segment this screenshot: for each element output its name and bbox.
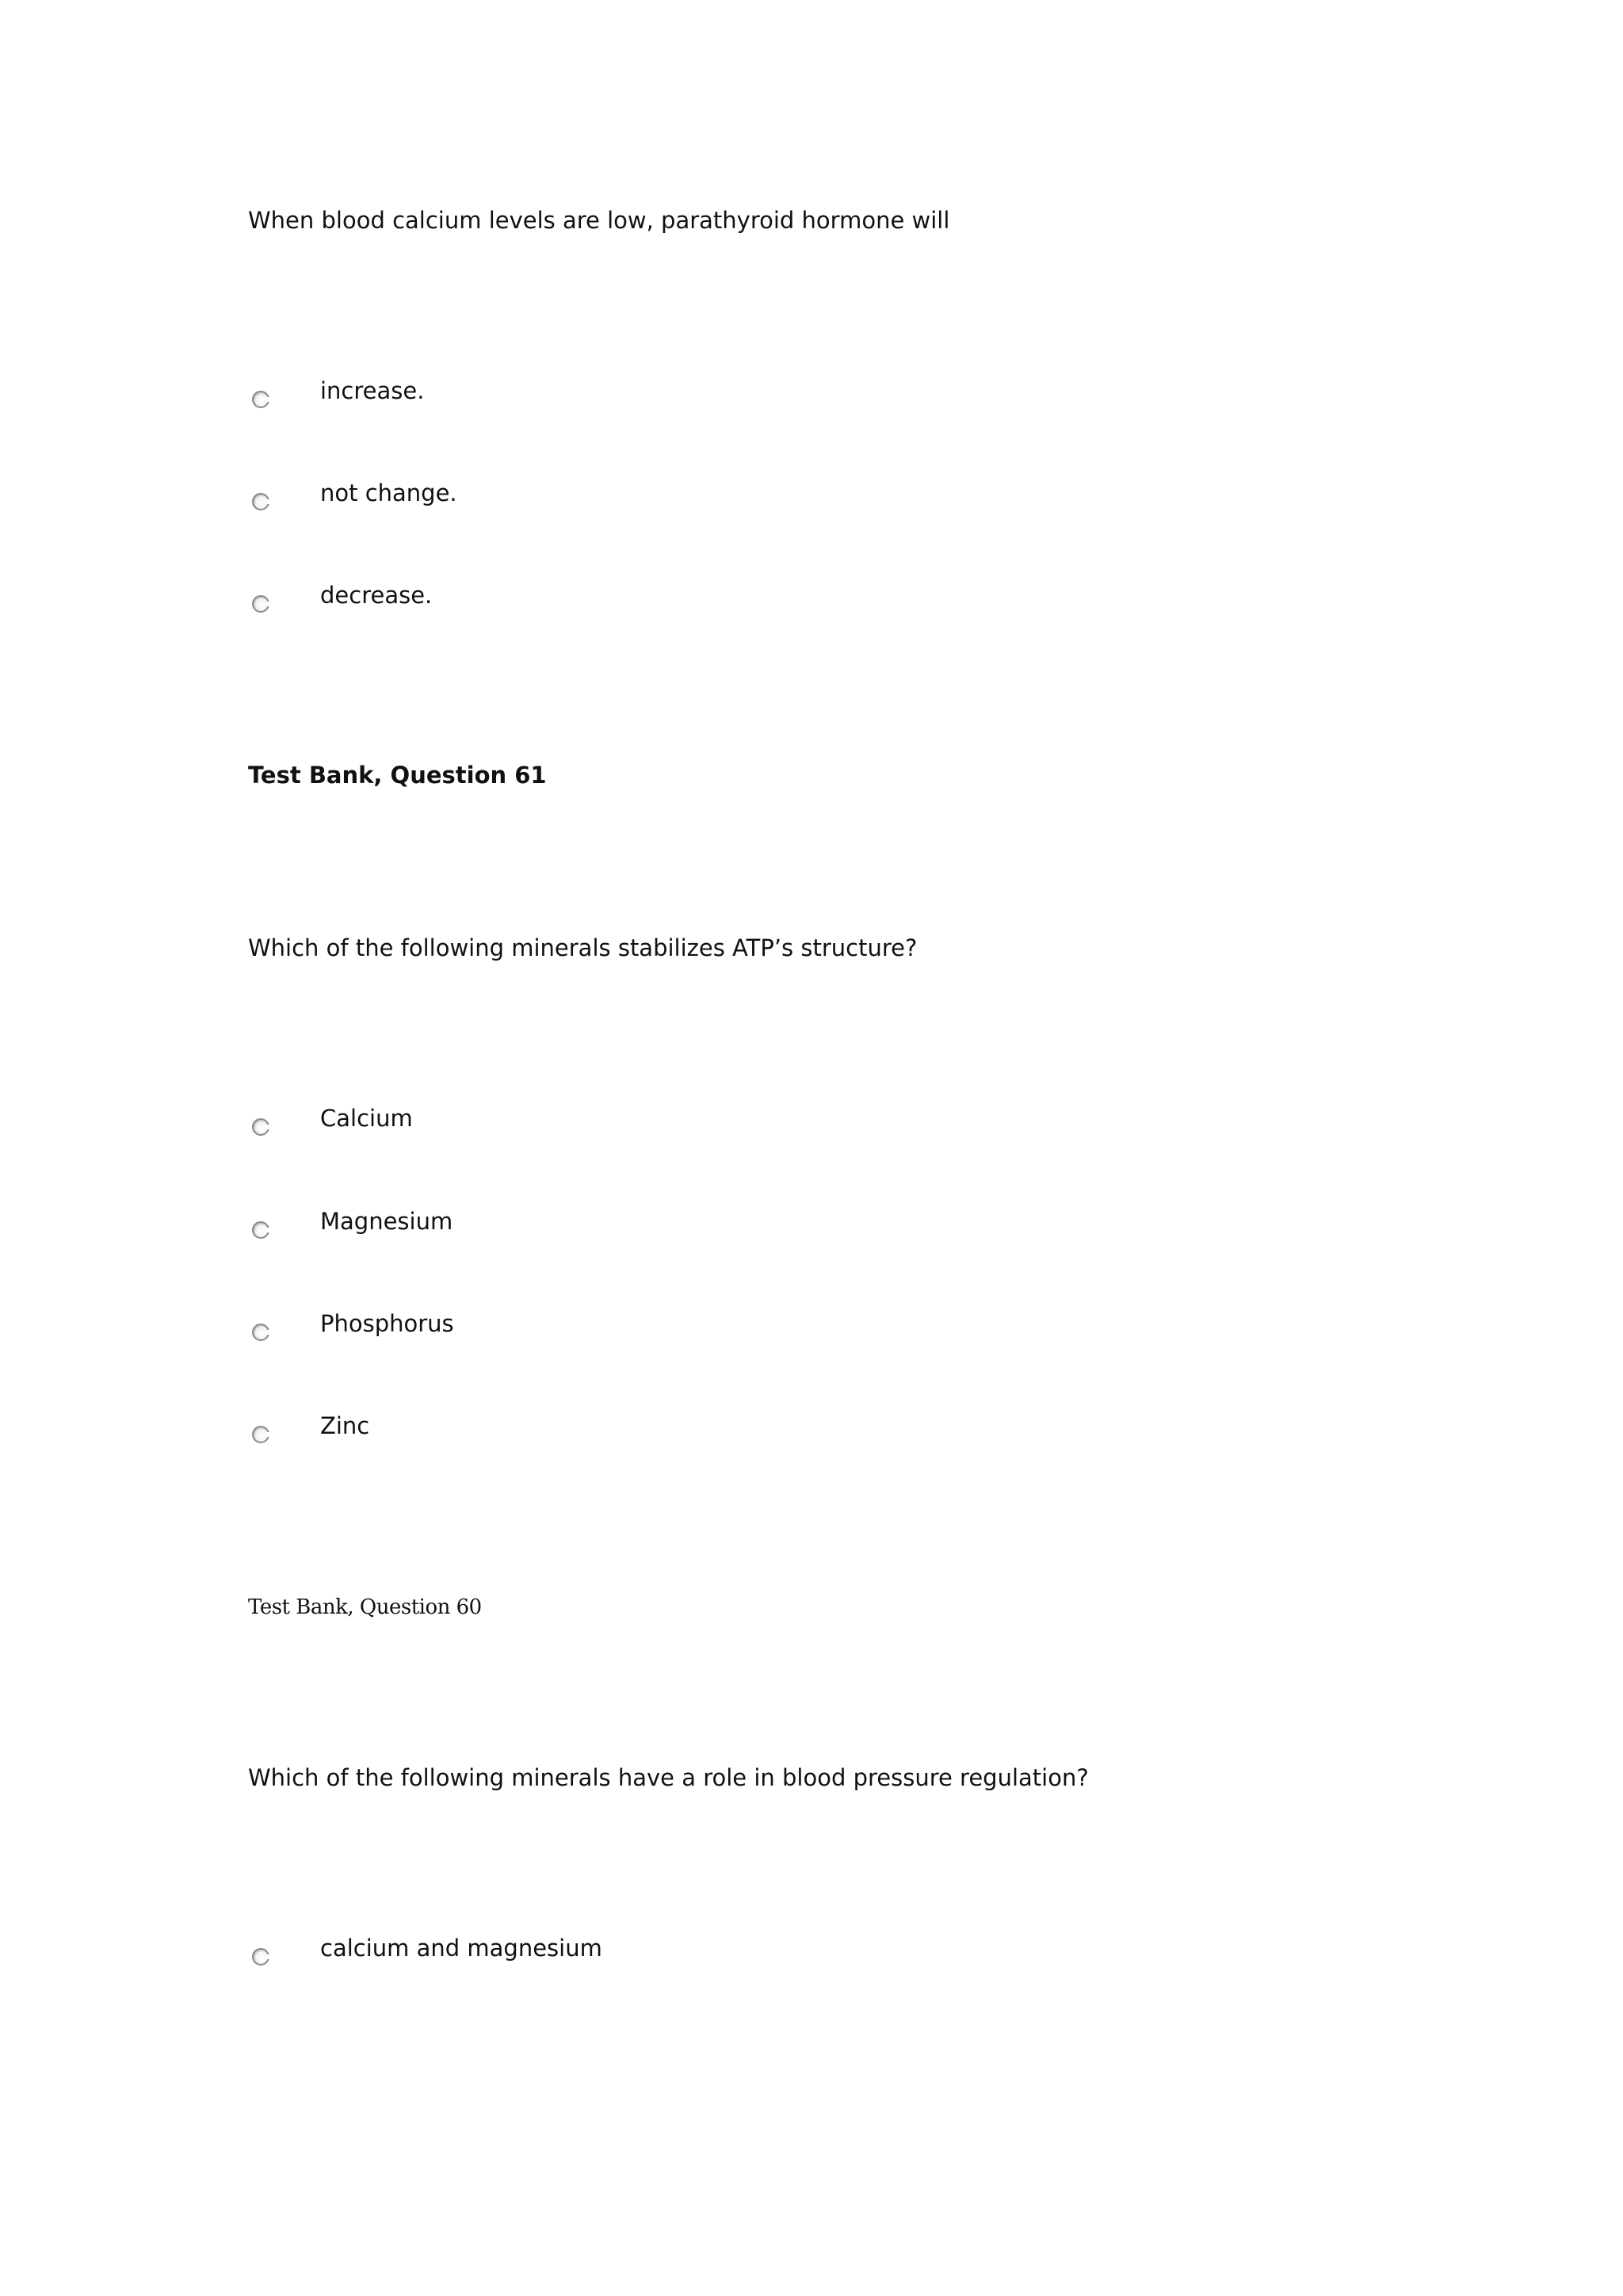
answer-option-label: increase.	[320, 377, 425, 404]
question-heading: Test Bank, Question 61	[248, 762, 547, 789]
radio-button[interactable]	[252, 595, 269, 613]
radio-button[interactable]	[252, 1948, 269, 1966]
answer-option-label: Zinc	[320, 1412, 370, 1439]
radio-button[interactable]	[252, 1324, 269, 1341]
answer-option[interactable]	[248, 376, 1199, 408]
radio-button[interactable]	[252, 1426, 269, 1443]
question-prompt: Which of the following minerals have a role in blood pressure regulation?	[248, 1764, 1089, 1791]
answer-option[interactable]	[248, 1934, 1199, 1966]
answer-option[interactable]	[248, 1309, 1199, 1341]
answer-option[interactable]	[248, 581, 1199, 613]
answer-option[interactable]	[248, 479, 1199, 510]
answer-option-label: not change.	[320, 479, 457, 506]
question-heading: Test Bank, Question 60	[248, 1595, 482, 1619]
answer-option[interactable]	[248, 1412, 1199, 1443]
question-prompt: When blood calcium levels are low, parathyroid hormone will	[248, 207, 950, 234]
radio-button[interactable]	[252, 1221, 269, 1239]
answer-option[interactable]	[248, 1104, 1199, 1136]
answer-option-label: Calcium	[320, 1105, 413, 1132]
question-prompt: Which of the following minerals stabilizes ATP’s structure?	[248, 934, 918, 961]
answer-option-label: Magnesium	[320, 1208, 453, 1235]
answer-option[interactable]	[248, 1207, 1199, 1239]
radio-button[interactable]	[252, 1118, 269, 1136]
answer-option-label: calcium and magnesium	[320, 1935, 602, 1962]
radio-button[interactable]	[252, 493, 269, 510]
answer-option-label: Phosphorus	[320, 1310, 454, 1337]
radio-button[interactable]	[252, 391, 269, 408]
answer-option-label: decrease.	[320, 582, 433, 609]
